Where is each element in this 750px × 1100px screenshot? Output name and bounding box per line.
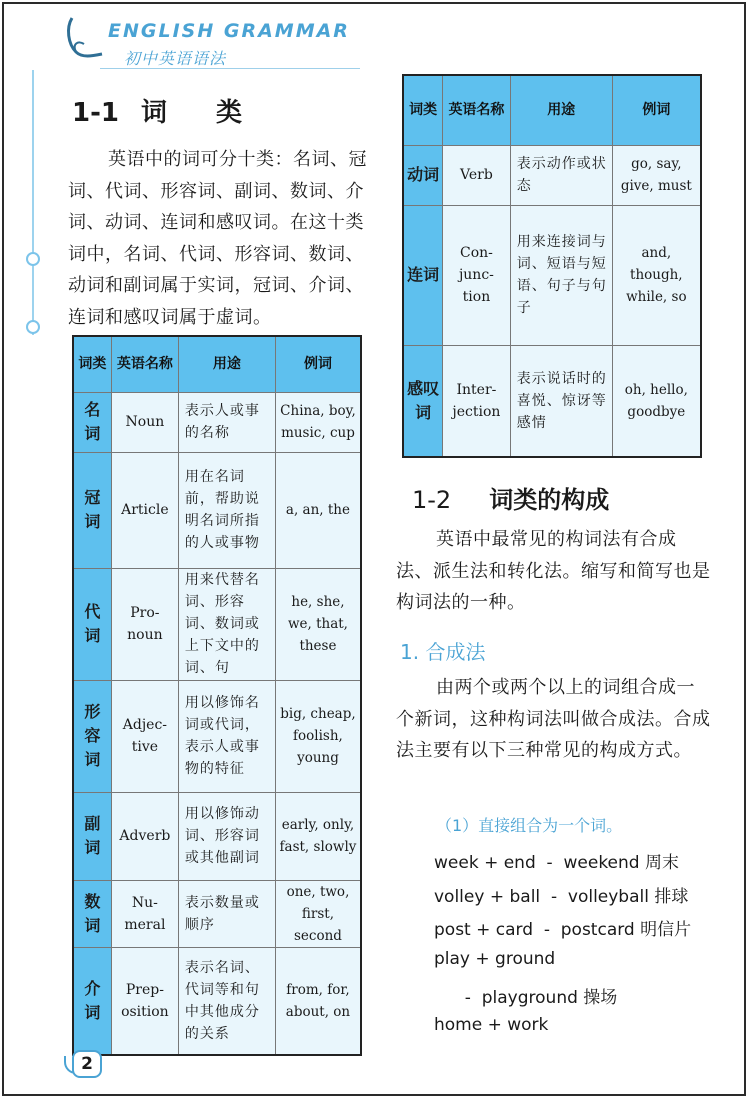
word-class-cell: 动词 bbox=[403, 145, 443, 205]
word-class-cell: 形容词 bbox=[73, 680, 111, 792]
intro-paragraph: 英语中的词可分十类：名词、冠词、代词、形容词、副词、数词、介词、动词、连词和感叹词。在这十类词中，名词、代词、形容词、数词、动词和副词属于实词，冠词、介词、连词和感叹词属于虚词。 bbox=[68, 149, 367, 328]
usage-cell: 用来代替名词、形容词、数词或上下文中的词、句 bbox=[178, 568, 275, 680]
example-compound: volley + ball - volleyball bbox=[434, 887, 655, 907]
table-row bbox=[73, 947, 361, 1055]
table-row bbox=[73, 880, 361, 947]
table-row bbox=[403, 345, 701, 457]
usage-cell: 表示动作或状态 bbox=[510, 145, 612, 205]
word-class-cell: 数词 bbox=[73, 880, 111, 947]
table-row bbox=[73, 568, 361, 680]
usage-cell: 用在名词前，帮助说明名词所指的人或事物 bbox=[178, 452, 275, 568]
example-words-cell: from, for, about, on bbox=[275, 947, 361, 1055]
table-header-row bbox=[403, 75, 701, 145]
compound-example bbox=[434, 949, 555, 969]
word-class-cell: 感叹词 bbox=[403, 345, 443, 457]
header-cell-example: 例词 bbox=[612, 75, 701, 145]
example-words-cell: a, an, the bbox=[275, 452, 361, 568]
compounding-paragraph: 由两个或两个以上的词组合成一个新词，这种构词法叫做合成法。合成法主要有以下三种常见的构成方式。 bbox=[396, 677, 711, 761]
english-name-cell: Adverb bbox=[111, 792, 178, 880]
table-row bbox=[73, 392, 361, 452]
example-compound: week + end - weekend bbox=[434, 853, 645, 873]
usage-cell: 用以修饰动词、形容词或其他副词 bbox=[178, 792, 275, 880]
section-heading-2 bbox=[412, 480, 609, 515]
table-header-row bbox=[73, 336, 361, 392]
example-words-cell: and, though, while, so bbox=[612, 205, 701, 345]
example-compound: home + work bbox=[434, 1015, 549, 1035]
compound-example bbox=[434, 1015, 548, 1035]
compound-example bbox=[454, 983, 617, 1008]
example-translation: 明信片 bbox=[640, 920, 692, 940]
table-row bbox=[403, 205, 701, 345]
english-name-cell: Inter-jection bbox=[443, 345, 511, 457]
usage-cell: 表示名词、代词等和句中其他成分的关系 bbox=[178, 947, 275, 1055]
compound-example bbox=[434, 848, 679, 873]
english-name-cell: Pro-noun bbox=[111, 568, 178, 680]
header-divider bbox=[100, 68, 360, 69]
header-cell-use: 用途 bbox=[510, 75, 612, 145]
word-class-cell: 代词 bbox=[73, 568, 111, 680]
usage-cell: 表示人或事的名称 bbox=[178, 392, 275, 452]
example-compound: play + ground bbox=[434, 949, 556, 969]
table-row bbox=[73, 680, 361, 792]
compound-example bbox=[434, 915, 691, 940]
header-cell-class: 词类 bbox=[73, 336, 111, 392]
usage-cell: 用以修饰名词或代词，表示人或事物的特征 bbox=[178, 680, 275, 792]
usage-cell: 用来连接词与词、短语与短语、句子与句子 bbox=[510, 205, 612, 345]
example-words-cell: big, cheap, foolish, young bbox=[275, 680, 361, 792]
word-class-table-left bbox=[72, 335, 362, 1056]
header-title-chinese: 初中英语语法 bbox=[124, 49, 227, 68]
usage-cell: 表示数量或顺序 bbox=[178, 880, 275, 947]
compound-example bbox=[434, 882, 688, 907]
page-number: 2 bbox=[72, 1050, 102, 1078]
margin-decoration bbox=[32, 70, 34, 335]
header-title-english: ENGLISH GRAMMAR bbox=[108, 20, 350, 42]
example-compound: - playground bbox=[454, 988, 584, 1008]
word-class-table-right bbox=[402, 74, 702, 458]
section-heading bbox=[72, 92, 262, 129]
usage-cell: 表示说话时的喜悦、惊讶等感情 bbox=[510, 345, 612, 457]
english-name-cell: Verb bbox=[443, 145, 511, 205]
example-translation: 操场 bbox=[583, 988, 618, 1008]
header-cell-use: 用途 bbox=[178, 336, 275, 392]
header-cell-english: 英语名称 bbox=[443, 75, 511, 145]
header-cell-example: 例词 bbox=[275, 336, 361, 392]
english-name-cell: Prep-osition bbox=[111, 947, 178, 1055]
example-translation: 周末 bbox=[644, 853, 679, 873]
section-title: 词类的构成 bbox=[489, 486, 610, 514]
word-class-cell: 名词 bbox=[73, 392, 111, 452]
example-words-cell: China, boy, music, cup bbox=[275, 392, 361, 452]
word-class-cell: 冠词 bbox=[73, 452, 111, 568]
english-name-cell: Con-junc-tion bbox=[443, 205, 511, 345]
example-words-cell: early, only, fast, slowly bbox=[275, 792, 361, 880]
header-cell-class: 词类 bbox=[403, 75, 443, 145]
english-name-cell: Article bbox=[111, 452, 178, 568]
table-row bbox=[403, 145, 701, 205]
table-row bbox=[73, 792, 361, 880]
subheading-compounding: 1. 合成法 bbox=[400, 640, 486, 664]
example-compound: post + card - postcard bbox=[434, 920, 641, 940]
word-formation-paragraph: 英语中最常见的构词法有合成法、派生法和转化法。缩写和简写也是构词法的一种。 bbox=[396, 529, 711, 613]
header-swirl-icon bbox=[62, 14, 106, 60]
header-cell-english: 英语名称 bbox=[111, 336, 178, 392]
word-class-cell: 介词 bbox=[73, 947, 111, 1055]
table-row bbox=[73, 452, 361, 568]
example-words-cell: he, she, we, that, these bbox=[275, 568, 361, 680]
example-translation: 排球 bbox=[654, 887, 689, 907]
word-class-cell: 连词 bbox=[403, 205, 443, 345]
section-number: 1-1 bbox=[72, 98, 119, 128]
subheading-direct-combination: （1）直接组合为一个词。 bbox=[436, 816, 623, 835]
example-words-cell: go, say, give, must bbox=[612, 145, 701, 205]
margin-dot bbox=[26, 252, 40, 266]
section-number: 1-2 bbox=[412, 486, 452, 514]
margin-dot bbox=[26, 320, 40, 334]
english-name-cell: Adjec-tive bbox=[111, 680, 178, 792]
english-name-cell: Nu-meral bbox=[111, 880, 178, 947]
section-title: 词 类 bbox=[140, 98, 263, 128]
word-class-cell: 副词 bbox=[73, 792, 111, 880]
english-name-cell: Noun bbox=[111, 392, 178, 452]
example-words-cell: one, two, first, second bbox=[275, 880, 361, 947]
example-words-cell: oh, hello, goodbye bbox=[612, 345, 701, 457]
